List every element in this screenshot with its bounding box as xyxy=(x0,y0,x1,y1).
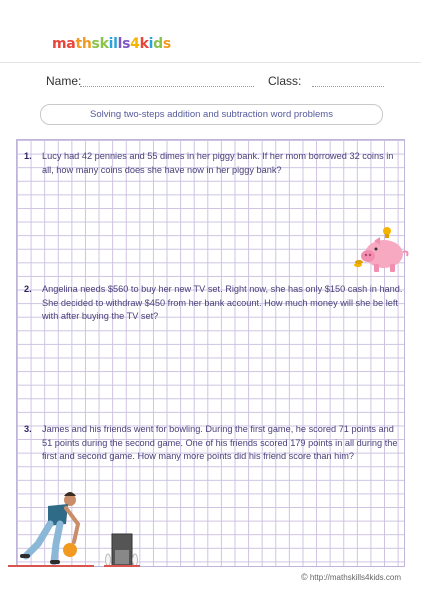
question-text: Lucy had 42 pennies and 55 dimes in her piggy bank. If her mom borrowed 32 coins in all, how many coins does she have now in her piggy bank? xyxy=(42,151,394,175)
logo-letter: i xyxy=(148,36,154,52)
header-divider xyxy=(0,62,421,63)
class-label: Class: xyxy=(268,74,302,88)
question-text: Angelina needs $560 to buy her new TV set. Right now, she has only $150 cash in hand. She decided to withdraw $450 from her bank account. How much money will she be left with after buying the TV set? xyxy=(42,284,403,322)
bowler-illustration xyxy=(8,486,94,568)
logo-letter: t xyxy=(75,36,82,52)
logo-letter: i xyxy=(108,36,114,52)
logo-letter: l xyxy=(113,36,118,52)
logo-letter: l xyxy=(117,36,123,52)
name-field[interactable] xyxy=(80,86,254,87)
logo-letter: d xyxy=(153,36,163,52)
question-number: 1. xyxy=(24,151,32,161)
logo-letter: s xyxy=(122,36,131,52)
worksheet-title: Solving two-steps addition and subtraction word problems xyxy=(40,104,383,125)
logo-letter: s xyxy=(162,36,171,52)
logo-letter: 4 xyxy=(130,36,140,52)
piggy-bank-icon xyxy=(354,226,412,276)
question-number: 2. xyxy=(24,284,32,294)
copyright-icon: © xyxy=(300,572,308,582)
logo-letter: h xyxy=(81,36,92,52)
logo-letter: k xyxy=(139,36,149,52)
copyright-footer xyxy=(301,572,401,582)
question-text: James and his friends went for bowling. During the first game, he scored 71 points and 51 points during the second game. One of his friends scored 179 points in all during the first and second game. How many more points did his friend score than him? xyxy=(42,424,398,462)
logo-letter: k xyxy=(99,36,109,52)
class-field[interactable] xyxy=(312,86,384,87)
copyright-url[interactable]: http://mathskills4kids.com xyxy=(309,573,401,582)
logo-letter: m xyxy=(52,36,67,52)
bowling-pins-icon xyxy=(104,530,140,568)
name-label: Name: xyxy=(46,74,82,88)
logo-letter: s xyxy=(91,36,100,52)
mathskills4kids-logo xyxy=(52,36,171,52)
question-number: 3. xyxy=(24,424,32,434)
logo-letter: a xyxy=(66,36,76,52)
